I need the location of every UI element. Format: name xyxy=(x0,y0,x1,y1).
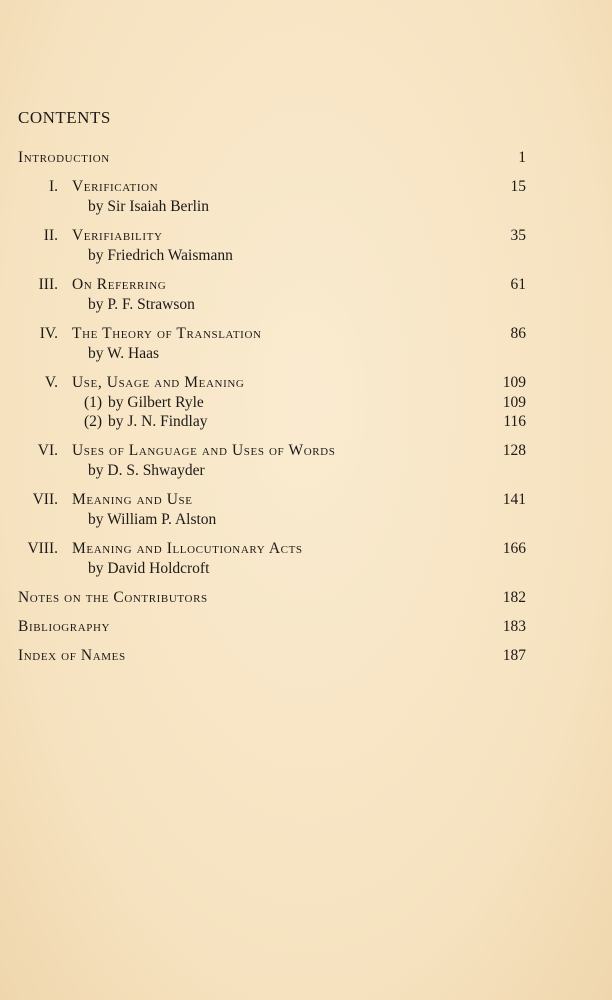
toc-entry-line xyxy=(0,617,612,637)
toc-author-line xyxy=(0,344,612,364)
chapter-number: II. xyxy=(43,227,58,244)
toc-entry xyxy=(0,275,612,314)
chapter-number: VIII. xyxy=(27,540,58,557)
toc-entry-line xyxy=(0,441,612,461)
toc-author-line xyxy=(0,295,612,315)
chapter-title: Verification xyxy=(72,178,159,195)
chapter-title: Introduction xyxy=(18,149,110,166)
toc-author-line xyxy=(0,393,612,413)
chapter-number: VI. xyxy=(37,442,58,459)
page-number: 61 xyxy=(510,276,526,293)
toc-author-line xyxy=(0,246,612,266)
toc-entry-line xyxy=(0,226,612,246)
page-number: 141 xyxy=(502,491,526,508)
chapter-number: I. xyxy=(48,178,58,195)
author-credit xyxy=(88,344,159,364)
page-number: 35 xyxy=(510,227,526,244)
toc-entry-line xyxy=(0,324,612,344)
author-name: by W. Haas xyxy=(88,344,160,362)
author-name: by P. F. Strawson xyxy=(88,295,195,313)
author-credit xyxy=(88,295,195,315)
chapter-title: Meaning and Use xyxy=(72,491,193,508)
page-number: 187 xyxy=(502,647,526,664)
chapter-title: Bibliography xyxy=(18,618,111,635)
toc-entry xyxy=(0,490,612,529)
toc-entry-line xyxy=(0,539,612,559)
toc-author-line xyxy=(0,510,612,530)
page-number: 86 xyxy=(510,325,526,342)
chapter-title: On Referring xyxy=(72,276,167,293)
toc-author-line xyxy=(0,412,612,432)
contents-heading: CONTENTS xyxy=(18,108,111,127)
toc-entry xyxy=(0,373,612,432)
chapter-title: Notes on the Contributors xyxy=(18,589,208,606)
toc-entry-line xyxy=(0,646,612,666)
author-credit xyxy=(88,197,209,217)
chapter-number: V. xyxy=(44,374,58,391)
chapter-title: Verifiability xyxy=(72,227,163,244)
toc-entry xyxy=(0,324,612,363)
chapter-title: The Theory of Translation xyxy=(72,325,262,342)
toc-entry xyxy=(0,177,612,216)
chapter-title: Index of Names xyxy=(18,647,126,664)
toc-author-line xyxy=(0,461,612,481)
chapter-title: Meaning and Illocutionary Acts xyxy=(72,540,303,557)
chapter-title: Uses of Language and Uses of Words xyxy=(72,442,336,459)
author-credit xyxy=(88,510,216,530)
page-number: 128 xyxy=(502,442,526,459)
author-name: by Sir Isaiah Berlin xyxy=(88,197,209,215)
page-number: 1 xyxy=(518,149,526,166)
author-name: by Friedrich Waismann xyxy=(88,246,233,264)
author-credit xyxy=(88,246,233,266)
toc-entry xyxy=(0,441,612,480)
toc-author-line xyxy=(0,197,612,217)
author-name: by Gilbert Ryle xyxy=(108,393,204,411)
toc-entry-line xyxy=(0,373,612,393)
toc-entry xyxy=(0,539,612,578)
page-number: 116 xyxy=(503,413,526,430)
page-number: 109 xyxy=(502,374,526,391)
sub-entry-marker: (2) xyxy=(84,413,103,430)
page-number: 166 xyxy=(502,540,526,557)
toc-entry-line xyxy=(0,588,612,608)
toc-entry xyxy=(0,148,612,168)
toc-entry-line xyxy=(0,490,612,510)
toc-entry xyxy=(0,588,612,608)
sub-entry-marker: (1) xyxy=(84,393,103,411)
chapter-title: Use, Usage and Meaning xyxy=(72,374,245,391)
author-credit xyxy=(88,461,205,481)
toc-entry-line xyxy=(0,275,612,295)
author-credit xyxy=(84,412,207,432)
toc-entry xyxy=(0,646,612,666)
page-number: 109 xyxy=(502,393,526,411)
chapter-number: IV. xyxy=(39,325,58,342)
chapter-number: VII. xyxy=(32,491,58,508)
author-credit xyxy=(88,559,209,579)
author-name: by J. N. Findlay xyxy=(108,413,208,430)
page-number: 15 xyxy=(510,178,526,195)
author-credit xyxy=(84,393,204,413)
toc-author-line xyxy=(0,559,612,579)
page-number: 183 xyxy=(502,618,526,635)
page-number: 182 xyxy=(502,589,526,606)
toc-entry xyxy=(0,617,612,637)
author-name: by D. S. Shwayder xyxy=(88,461,205,479)
toc-entry-line xyxy=(0,148,612,168)
author-name: by William P. Alston xyxy=(88,510,217,528)
toc-entry xyxy=(0,226,612,265)
toc-entry-line xyxy=(0,177,612,197)
author-name: by David Holdcroft xyxy=(88,559,210,577)
chapter-number: III. xyxy=(38,276,58,293)
